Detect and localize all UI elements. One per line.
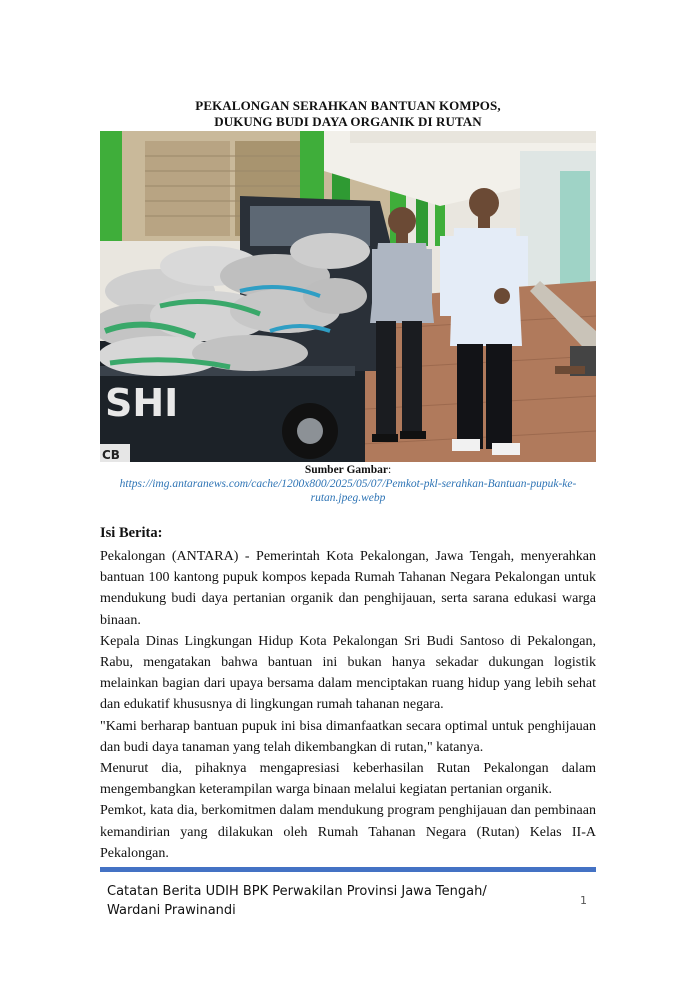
footer-line2: Wardani Prawinandi	[107, 903, 236, 918]
paragraph-3: "Kami berharap bantuan pupuk ini bisa dimanfaatkan secara optimal untuk penghijauan dan budi daya tanaman yang telah dikembangkan di rutan," katanya.	[100, 718, 596, 755]
page-footer	[107, 882, 527, 920]
news-photo-illustration	[100, 131, 596, 462]
section-heading: Isi Berita:	[100, 525, 163, 541]
image-caption	[100, 463, 596, 505]
article-title-line2: DUKUNG BUDI DAYA ORGANIK DI RUTAN	[214, 114, 482, 129]
paragraph-4: Menurut dia, pihaknya mengapresiasi keberhasilan Rutan Pekalongan dalam mengembangkan keterampilan warga binaan melalui kegiatan pertanian organik.	[100, 761, 596, 798]
footer-line1: Catatan Berita UDIH BPK Perwakilan Provinsi Jawa Tengah/	[107, 884, 487, 899]
paragraph-2: Kepala Dinas Lingkungan Hidup Kota Pekalongan Sri Budi Santoso di Pekalongan, Rabu, mengatakan bahwa bantuan ini bukan hanya sekadar dukungan logistik melainkan bagian dari upaya bersama dalam menciptakan ruang hidup yang lebih sehat dan edukatif khususnya di lingkungan rumah tahanan negara.	[100, 633, 596, 713]
caption-url-line2[interactable]: rutan.jpeg.webp	[310, 492, 386, 504]
article-title	[100, 98, 596, 130]
truck-text: SHI	[105, 381, 179, 425]
caption-label: Sumber Gambar	[304, 464, 388, 476]
news-photo	[100, 131, 596, 462]
plate-text: CB	[102, 448, 120, 462]
article-body	[100, 523, 596, 864]
page-number: 1	[580, 894, 587, 907]
article-title-line1: PEKALONGAN SERAHKAN BANTUAN KOMPOS,	[195, 98, 501, 113]
paragraph-1: Pekalongan (ANTARA) - Pemerintah Kota Pekalongan, Jawa Tengah, menyerahkan bantuan 100 kantong pupuk kompos kepada Rumah Tahanan Negara Pekalongan untuk mendukung budi daya pertanian organik dan penghijauan, serta sarana edukasi warga binaan.	[100, 549, 596, 628]
footer-divider	[100, 867, 596, 872]
paragraph-5: Pemkot, kata dia, berkomitmen dalam mendukung program penghijauan dan pembinaan kemandirian yang dilakukan oleh Rumah Tahanan Negara (Rutan) Kelas II-A Pekalongan.	[100, 803, 596, 861]
caption-url-line1[interactable]: https://img.antaranews.com/cache/1200x800/2025/05/07/Pemkot-pkl-serahkan-Bantuan-pupuk-ke-	[119, 478, 577, 490]
caption-colon: :	[387, 464, 392, 476]
